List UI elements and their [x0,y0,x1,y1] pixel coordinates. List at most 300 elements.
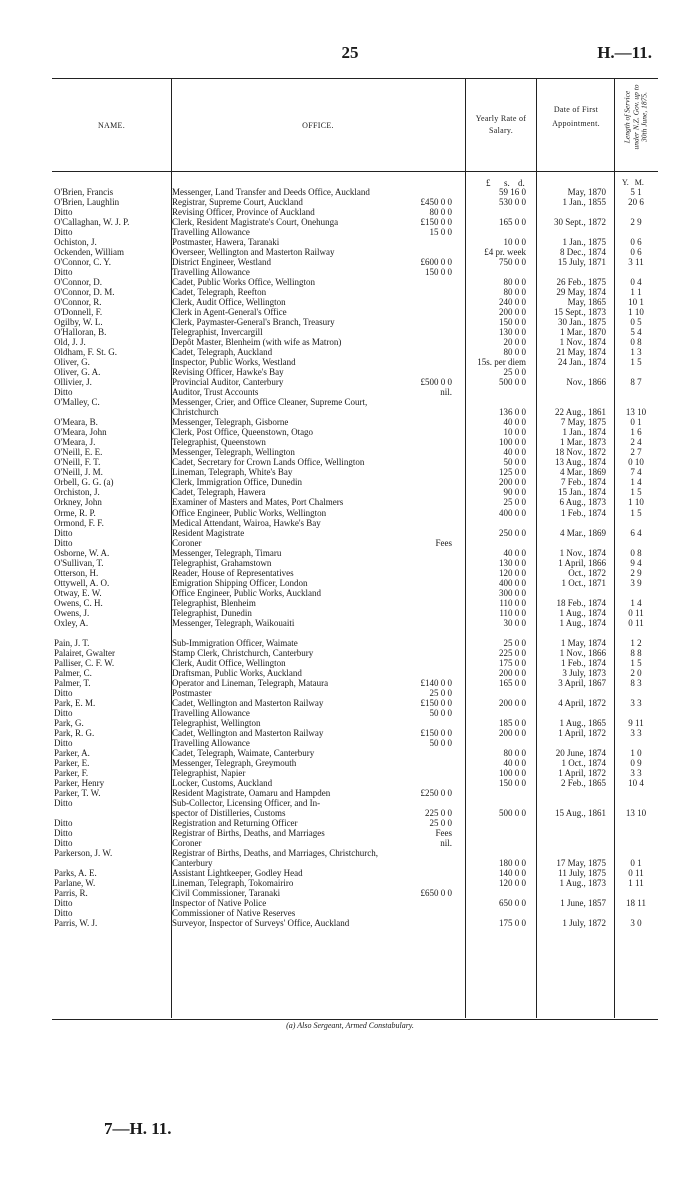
name-cell: O'Brien, Francis [54,187,114,197]
amount-cell: £150 0 0 [420,217,452,228]
service-cell: 1 6 [630,427,642,438]
date-cell: 24 Jan., 1874 [558,357,606,368]
service-cell: 1 1 [630,287,642,298]
table-row [52,598,658,608]
name-cell: O'Connor, D. M. [54,287,115,298]
name-cell: Parks, A. E. [54,868,97,879]
date-cell: 1 Oct., 1874 [561,757,606,768]
office-cell: Messenger, Telegraph, Wellington [172,447,295,458]
salary-cell: 530 0 0 [499,197,526,208]
service-cell: 1 10 [628,497,644,508]
service-units: Y. M. [622,178,644,187]
table-row [52,377,658,387]
salary-cell: 120 0 0 [499,878,526,889]
date-cell: 30 Jan., 1875 [558,317,606,328]
office-cell: Travelling Allowance [172,227,250,238]
date-cell: 1 Aug., 1874 [559,607,606,618]
date-cell: 15 Jan., 1874 [558,487,606,498]
salary-cell: 40 0 0 [503,417,526,428]
table-row [52,447,658,457]
name-cell: Otterson, H. [54,567,99,578]
service-cell: 2 9 [630,567,642,578]
name-cell: Ockenden, William [54,247,124,258]
salary-cell: 200 0 0 [499,727,526,738]
salary-cell: 175 0 0 [499,918,526,929]
date-cell: May, 1870 [567,187,606,197]
service-cell: 0 9 [630,757,642,768]
office-cell: Postmaster, Hawera, Taranaki [172,237,280,248]
date-cell: Oct., 1872 [568,567,606,578]
salary-cell: 500 0 0 [499,807,526,818]
table-row [52,858,658,868]
amount-cell: £500 0 0 [420,377,452,388]
table-row [52,638,658,648]
salary-cell: 25 0 0 [503,367,526,378]
service-cell: 0 11 [628,617,644,628]
date-cell: 8 Dec., 1874 [560,247,606,258]
service-cell: 5 1 [630,187,642,197]
office-cell: Telegraphist, Wellington [172,717,261,728]
date-cell: 1 April, 1872 [558,767,606,778]
name-cell: O'Brien, Laughlin [54,197,120,208]
name-cell: O'Halloran, B. [54,327,107,338]
salary-cell: 15s. per diem [477,357,526,368]
salary-cell: 500 0 0 [499,377,526,388]
service-cell: 5 4 [630,327,642,338]
office-cell: Civil Commissioner, Taranaki [172,888,281,899]
table-row [52,508,658,518]
service-cell: 6 4 [630,527,642,538]
table-row [52,768,658,778]
date-cell: 1 Nov., 1874 [559,337,606,348]
salary-cell: 130 0 0 [499,557,526,568]
office-cell: Revising Officer, Province of Auckland [172,207,315,218]
office-cell: Lineman, Telegraph, White's Bay [172,467,293,478]
date-cell: 4 April, 1872 [558,697,606,708]
date-cell: 11 July, 1875 [558,868,606,879]
office-cell: Clerk, Audit Office, Wellington [172,657,286,668]
salary-cell: 100 0 0 [499,767,526,778]
office-cell: Emigration Shipping Officer, London [172,577,308,588]
service-cell: 0 4 [630,277,642,288]
date-cell: 1 Jan., 1875 [562,237,606,248]
name-cell: Ormond, F. F. [54,517,104,528]
office-cell: Telegraphist, Blenheim [172,597,256,608]
table-row [52,387,658,397]
name-cell: Ditto [54,267,73,278]
table-row [52,317,658,327]
table-row [52,568,658,578]
table-row [52,357,658,367]
col-header-name: NAME. [97,121,126,130]
amount-cell: £140 0 0 [420,677,452,688]
amount-cell: 50 0 0 [429,707,452,718]
table-row [52,658,658,668]
service-cell: 1 10 [628,307,644,318]
office-cell: Canterbury [172,858,213,869]
service-cell: 1 5 [630,487,642,498]
table-row [52,327,658,337]
name-cell: Palairet, Gwalter [54,647,115,658]
salary-cell: 165 0 0 [499,217,526,228]
service-cell: 8 8 [630,647,642,658]
office-cell: Stamp Clerk, Christchurch, Canterbury [172,647,314,658]
page-number: 25 [341,43,359,62]
service-cell: 1 4 [630,597,642,608]
name-cell: O'Callaghan, W. J. P. [54,217,130,228]
office-cell: Cadet, Public Works Office, Wellington [172,277,316,288]
office-cell: Clerk, Immigration Office, Dunedin [172,477,303,488]
office-cell: Revising Officer, Hawke's Bay [172,367,284,378]
salary-cell: 650 0 0 [499,898,526,909]
table-row [52,898,658,908]
service-cell: 10 1 [628,297,644,308]
date-cell: 18 Nov., 1872 [555,447,606,458]
name-cell: Orbell, G. G. (a) [54,477,114,488]
date-cell: Nov., 1866 [566,377,606,388]
office-cell: Resident Magistrate [172,527,245,538]
service-cell: 13 10 [625,407,647,418]
office-cell: Telegraphist, Queenstown [172,437,266,448]
name-cell: Ditto [54,527,73,538]
name-cell: Ditto [54,827,73,838]
service-cell: 1 5 [630,657,642,668]
salary-cell: 120 0 0 [499,567,526,578]
salary-cell: 125 0 0 [499,467,526,478]
name-cell: Parker, E. [54,757,90,768]
salary-cell: 20 0 0 [503,337,526,348]
service-cell: 20 6 [628,197,644,208]
name-cell: O'Malley, C. [54,397,100,408]
office-cell: Travelling Allowance [172,737,250,748]
office-cell: Cadet, Wellington and Masterton Railway [172,697,324,708]
office-cell: Cadet, Telegraph, Auckland [172,347,273,358]
service-cell: 1 3 [630,347,642,358]
service-cell: 3 3 [630,697,642,708]
name-cell: Orchiston, J. [54,487,100,498]
date-cell: 15 Aug., 1861 [554,807,606,818]
table-row [52,477,658,487]
name-cell: O'Meara, J. [54,437,96,448]
table-row [52,818,658,828]
amount-cell: £250 0 0 [420,787,452,798]
date-cell: 1 Jan., 1874 [562,427,606,438]
salary-cell: 200 0 0 [499,697,526,708]
table-row [52,487,658,497]
table-row [52,788,658,798]
office-cell: District Engineer, Westland [172,257,271,268]
date-cell: 15 July, 1871 [557,257,606,268]
salary-cell: 10 0 0 [503,237,526,248]
table-row [52,227,658,237]
date-cell: 1 Aug., 1865 [559,717,606,728]
office-cell: Registrar of Births, Deaths, and Marriages [172,827,325,838]
office-cell: Clerk, Resident Magistrate's Court, Onehunga [172,217,339,228]
table-row [52,878,658,888]
office-cell: Surveyor, Inspector of Surveys' Office, Auckland [172,918,350,929]
table-row [52,207,658,217]
name-cell: Oldham, F. St. G. [54,347,118,358]
office-cell: Clerk, Post Office, Queenstown, Otago [172,427,314,438]
name-cell: Palmer, C. [54,667,92,678]
name-cell: Oliver, G. [54,357,90,368]
office-cell: Messenger, Telegraph, Greymouth [172,757,297,768]
date-cell: 30 Sept., 1872 [553,217,606,228]
name-cell: Owens, J. [54,607,90,618]
office-cell: Registrar, Supreme Court, Auckland [172,197,303,208]
name-cell: Orkney, John [54,497,102,508]
name-cell: Park, R. G. [54,727,95,738]
name-cell: Ditto [54,227,73,238]
name-cell: O'Neill, E. E. [54,447,103,458]
office-cell: Messenger, Telegraph, Gisborne [172,417,289,428]
office-cell: Cadet, Wellington and Masterton Railway [172,727,324,738]
date-cell: 3 July, 1873 [562,667,606,678]
name-cell: Park, G. [54,717,84,728]
service-cell: 0 8 [630,337,642,348]
name-cell: Ditto [54,737,73,748]
name-cell: Ditto [54,207,73,218]
table-row [52,427,658,437]
date-cell: 1 Jan., 1855 [562,197,606,208]
name-cell: O'Donnell, F. [54,307,103,318]
service-cell: 0 8 [630,547,642,558]
service-cell: 0 1 [630,858,642,869]
date-cell: 20 June, 1874 [555,747,606,758]
date-cell: 1 Nov., 1874 [559,547,606,558]
office-cell: Lineman, Telegraph, Tokomairiro [172,878,294,889]
page-footer: 7—H. 11. [104,1119,172,1138]
table-row [52,297,658,307]
table-row [52,798,658,808]
office-cell: Cadet, Telegraph, Reefton [172,287,267,298]
office-cell: Inspector, Public Works, Westland [172,357,296,368]
amount-cell: 15 0 0 [429,227,452,238]
office-cell: Sub-Collector, Licensing Officer, and In- [172,797,321,808]
name-cell: Orme, R. P. [54,507,96,518]
table-row [52,287,658,297]
office-cell: Christchurch [172,407,219,418]
office-cell: Messenger, Land Transfer and Deeds Office, Auckland [172,187,370,197]
name-cell: O'Connor, R. [54,297,102,308]
office-cell: Messenger, Crier, and Office Cleaner, Supreme Court, [172,397,368,408]
date-cell: 1 May, 1874 [560,637,606,648]
service-cell: 0 6 [630,237,642,248]
section-gap [52,628,658,638]
salary-cell: 165 0 0 [499,677,526,688]
name-cell: Parker, A. [54,747,90,758]
table-row [52,698,658,708]
name-cell: O'Connor, D. [54,277,103,288]
table-row [52,267,658,277]
name-cell: Oxley, A. [54,617,89,628]
table-row [52,528,658,538]
table-row [52,347,658,357]
salary-cell: 140 0 0 [499,868,526,879]
service-cell: 8 7 [630,377,642,388]
service-cell: 0 1 [630,417,642,428]
table-row [52,578,658,588]
amount-cell: Fees [435,537,452,548]
name-cell: Ditto [54,707,73,718]
amount-cell: nil. [440,387,452,398]
date-cell: 22 Aug., 1861 [554,407,606,418]
header-rule [52,171,658,172]
salary-cell: 250 0 0 [499,527,526,538]
service-cell: 8 3 [630,677,642,688]
table-row [52,497,658,507]
name-cell: Otway, E. W. [54,587,102,598]
table-row [52,367,658,377]
amount-cell: 225 0 0 [425,807,452,818]
table-row [52,588,658,598]
table-row [52,217,658,227]
footnote: (a) Also Sergeant, Armed Constabulary. [286,1021,414,1030]
date-cell: 15 Sept., 1873 [553,307,606,318]
service-cell: 13 10 [625,807,647,818]
service-cell: 0 5 [630,317,642,328]
table-row [52,277,658,287]
amount-cell: 150 0 0 [425,267,452,278]
date-cell: May, 1865 [567,297,606,308]
table-row [52,908,658,918]
salary-cell: 150 0 0 [499,317,526,328]
table-row [52,648,658,658]
salary-cell: 150 0 0 [499,777,526,788]
date-cell: 7 Feb., 1874 [561,477,606,488]
name-cell: Oliver, G. A. [54,367,101,378]
table-body [52,187,658,928]
salary-cell: 180 0 0 [499,858,526,869]
service-cell: 3 0 [630,918,642,929]
salary-cell: 200 0 0 [499,667,526,678]
name-cell: Ochiston, J. [54,237,97,248]
table-row [52,778,658,788]
table-row [52,538,658,548]
office-cell: Commissioner of Native Reserves [172,908,296,919]
table-row [52,608,658,618]
table-row [52,828,658,838]
table-row [52,838,658,848]
salary-cell: 240 0 0 [499,297,526,308]
table-row [52,728,658,738]
service-cell: 9 4 [630,557,642,568]
date-cell: 29 May, 1874 [556,287,606,298]
table-row [52,237,658,247]
table-row [52,558,658,568]
name-cell: Palmer, T. [54,677,91,688]
office-cell: Depôt Master, Blenheim (with wife as Matron) [172,337,342,348]
name-cell: O'Meara, John [54,427,107,438]
date-cell: 21 May, 1874 [556,347,606,358]
office-cell: Auditor, Trust Accounts [172,387,259,398]
salary-cell: 40 0 0 [503,447,526,458]
service-cell: 0 6 [630,247,642,258]
salary-cell: 30 0 0 [503,617,526,628]
salary-cell: 80 0 0 [503,277,526,288]
office-cell: spector of Distilleries, Customs [172,807,286,818]
salary-cell: 40 0 0 [503,757,526,768]
name-cell: Parkerson, J. W. [54,848,113,859]
date-cell: 1 Nov., 1866 [559,647,606,658]
salary-cell: 25 0 0 [503,637,526,648]
name-cell: Ditto [54,687,73,698]
name-cell: Old, J. J. [54,337,86,348]
office-cell: Travelling Allowance [172,707,250,718]
salary-cell: 80 0 0 [503,347,526,358]
amount-cell: 25 0 0 [429,817,452,828]
date-cell: 1 July, 1872 [562,918,606,929]
salary-cell: 40 0 0 [503,547,526,558]
table-row [52,548,658,558]
service-cell: 3 9 [630,577,642,588]
salary-cell: 200 0 0 [499,307,526,318]
table-row [52,808,658,818]
service-cell: 18 11 [626,898,646,909]
service-cell: 1 4 [630,477,642,488]
office-cell: Locker, Customs, Auckland [172,777,273,788]
name-cell: Ollivier, J. [54,377,92,388]
office-cell: Inspector of Native Police [172,898,267,909]
service-cell: 1 2 [630,637,642,648]
amount-cell: £600 0 0 [420,257,452,268]
date-cell: 18 Feb., 1874 [556,597,606,608]
amount-cell: 80 0 0 [429,207,452,218]
service-cell: 1 0 [630,747,642,758]
name-cell: Parlane, W. [54,878,96,889]
office-cell: Messenger, Telegraph, Waikouaiti [172,617,295,628]
date-cell: 1 Oct., 1871 [561,577,606,588]
amount-cell: £450 0 0 [420,197,452,208]
salary-cell: 80 0 0 [503,747,526,758]
salary-cell: 130 0 0 [499,327,526,338]
date-cell: 13 Aug., 1874 [554,457,606,468]
table-row [52,257,658,267]
office-cell: Medical Attendant, Wairoa, Hawke's Bay [172,517,321,528]
service-cell: 10 4 [628,777,644,788]
name-cell: Ditto [54,838,73,848]
table-row [52,457,658,467]
table-row [52,187,658,197]
table-row [52,247,658,257]
service-cell: 1 11 [628,878,644,889]
salary-cell: 136 0 0 [499,407,526,418]
office-cell: Resident Magistrate, Oamaru and Hampden [172,787,331,798]
name-cell: Owens, C. H. [54,597,103,608]
table-row [52,467,658,477]
amount-cell: £150 0 0 [420,727,452,738]
date-cell: 6 Aug., 1873 [559,497,606,508]
office-cell: Telegraphist, Invercargill [172,327,263,338]
table-row [52,738,658,748]
salary-cell: £4 pr. week [484,247,526,258]
office-cell: Cadet, Telegraph, Waimate, Canterbury [172,747,315,758]
table-row [52,307,658,317]
salary-cell: 80 0 0 [503,287,526,298]
office-cell: Postmaster [172,687,212,698]
salary-cell: 90 0 0 [503,487,526,498]
col-header-service: Length of Service under N.Z. Gov. up to 30th June, 1875. [622,84,649,150]
name-cell: Palliser, C. F. W. [54,657,115,668]
office-cell: Cadet, Secretary for Crown Lands Office, Wellington [172,457,365,468]
table-row [52,618,658,628]
service-cell: 2 9 [630,217,642,228]
office-cell: Clerk, Paymaster-General's Branch, Treasury [172,317,335,328]
amount-cell: 50 0 0 [429,737,452,748]
date-cell: 1 April, 1872 [558,727,606,738]
name-cell: Ottywell, A. O. [54,577,110,588]
col-header-salary: Yearly Rate of Salary. [475,114,527,135]
